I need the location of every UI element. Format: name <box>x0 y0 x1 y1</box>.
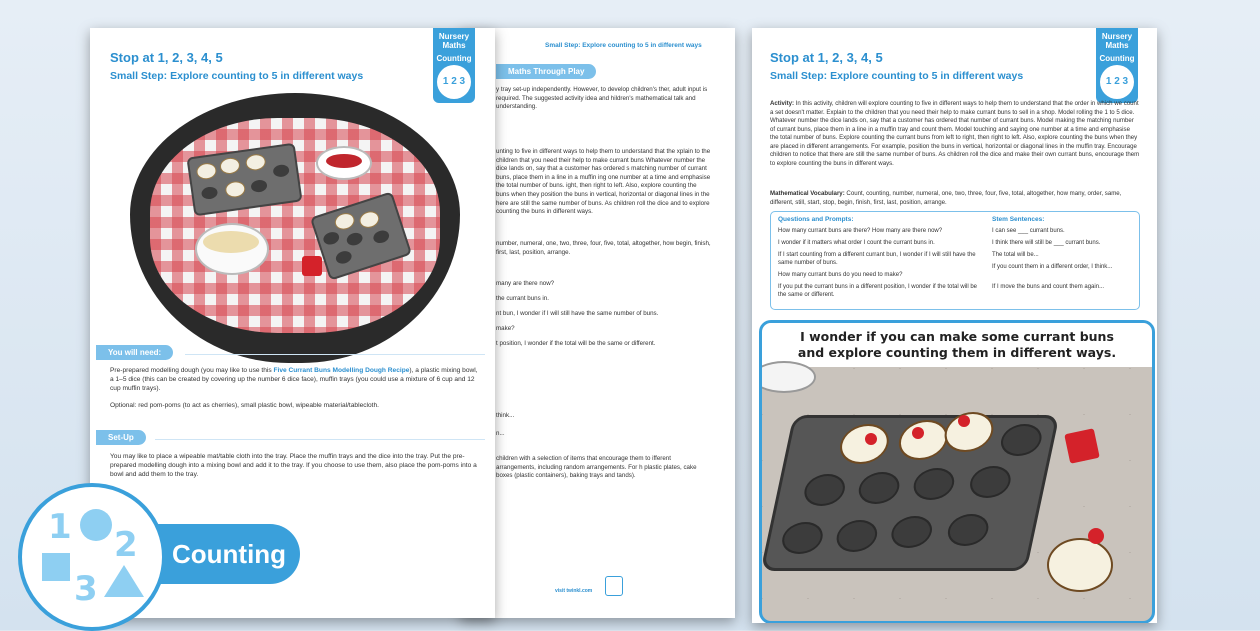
muffin-cup-icon <box>967 466 1014 498</box>
left-title: Stop at 1, 2, 3, 4, 5 <box>110 50 223 65</box>
stem-item: I can see ___ currant buns. <box>992 228 1065 234</box>
muffin-cup-icon <box>945 514 992 546</box>
back-question-1: many are there now? <box>496 280 555 287</box>
bun-icon <box>245 153 267 172</box>
nursery-maths-badge <box>433 28 475 103</box>
number-two-icon: 2 <box>114 525 138 565</box>
stem-item: I think there will still be ___ currant buns. <box>992 240 1101 246</box>
question-item: If I start counting from a different currant bun, I wonder if I will still have the same number of buns. <box>778 252 976 266</box>
scene-caption-line-2: and explore counting them in different ways. <box>797 345 1117 360</box>
muffin-tray-image <box>760 415 1059 571</box>
currant-bun-icon <box>1047 538 1113 592</box>
cup-icon <box>322 230 341 246</box>
activity-label: Activity: <box>770 100 795 107</box>
back-activity-text: unting to five in different ways to help them to understand that the xplain to the children that you need their help to make currant buns Whatever number the dice lands on, say that a customer has ordered s matching number of currant buns, place them in a line in a muffin ing one number at a time and emphasise the total number of buns. ight, then right to left. Also, explore counting the buns when they position the buns in vertical, horizontal or diagonal lines in the here are still the same number of buns. As children roll the dice and to explore counting the buns in different ways. <box>496 148 711 216</box>
activity-body: In this activity, children will explore counting to five in different ways to help them to understand that the order in which we count a set doesn't matter. Explain to the children that you need their help to make currant buns to sell in a shop. Model rolling the 1 to 5 dice. Whatever number the dice lands on, say that a customer has ordered that number of currant buns. Model making the matching number of currant buns, place them in a line in a muffin tray and count them. Model touching and saying one number at a time and emphasise the total number of buns. Explore counting the currant buns from left to right, then right to left. Also, explore counting the buns when they are placed in different arrangements. For example, position the buns in vertical, horizontal or diagonal lines in the muffin tray. Encourage children to notice that there are still the same number of buns. As children roll the dice and make their own currant buns, encourage them to explore counting the buns in different ways. <box>770 100 1140 167</box>
right-sheet <box>752 28 1157 623</box>
back-question-5: t position, I wonder if the total will be the same or different. <box>496 340 656 347</box>
bun-icon <box>195 162 217 181</box>
muffin-cup-icon <box>856 472 903 504</box>
optional-text: Optional: red pom-poms (to act as cherries), small plastic bowl, wipeable material/tablecloth. <box>110 402 379 409</box>
maths-through-play-label: Maths Through Play <box>496 64 596 79</box>
muffin-cup-icon <box>911 468 958 500</box>
muffin-cup-icon <box>833 520 880 552</box>
cup-icon <box>250 179 268 193</box>
scene-caption-line-1: I wonder if you can make some currant buns <box>800 329 1114 344</box>
back-intro-text: y tray set-up independently. However, to develop children's ther, adult input is required. The suggested activity idea and hildren's mathematical talk and understanding. <box>496 86 708 111</box>
bun-icon <box>357 209 381 230</box>
twinkl-logo-icon <box>605 576 623 596</box>
cherry-bowl <box>316 146 372 180</box>
back-sheet <box>460 28 735 618</box>
back-question-3: nt bun, I wonder if I will still have the same number of buns. <box>496 310 659 317</box>
scene-caption <box>762 323 1152 367</box>
cup-icon <box>334 249 353 265</box>
badge-label: Counting <box>436 54 472 63</box>
cup-icon <box>201 186 219 200</box>
badge-title: Nursery Maths <box>1101 32 1133 50</box>
counting-label: Counting <box>172 539 287 569</box>
back-footer-url: visit twinkl.com <box>555 588 593 594</box>
back-extension-text: children with a selection of items that encourage them to ifferent arrangements, including random arrangements. For h plastic plates, cake boxes (plastic containers), baking trays and tands). <box>496 455 697 480</box>
back-vocab-text: number, numeral, one, two, three, four, five, total, altogether, how begin, finish, first, last, position, arrange. <box>496 240 711 256</box>
stem-item: If you count them in a different order, I think... <box>992 264 1113 270</box>
stem-item: If I move the buns and count them again... <box>992 284 1105 290</box>
number-one-icon: 1 <box>48 507 72 547</box>
cup-icon <box>345 231 364 247</box>
dough-recipe-link[interactable]: Five Currant Buns Modelling Dough Recipe <box>273 367 410 374</box>
numbers-icon: 1 2 3 <box>437 65 471 99</box>
set-up-text: You may like to place a wipeable mat/table cloth into the tray. Place the muffin trays and the dice into the tray. Put the pre-prepared modelling dough into a mixing bowl and add it to the tray. If you choose to use them, also place the pom-poms into a bowl and add them to the tray. <box>110 453 477 479</box>
vocabulary-text <box>770 190 1140 207</box>
back-stem-2: n... <box>496 430 505 437</box>
activity-text <box>770 100 1140 168</box>
plate-image <box>759 361 816 393</box>
back-question-4: make? <box>496 325 515 332</box>
stem-item: The total will be... <box>992 252 1039 258</box>
nursery-maths-badge <box>1096 28 1138 103</box>
you-will-need-text-2: ), a plastic mixing bowl, a 1–5 dice (this can be created by covering up the number 6 dice face), muffin trays (you could use a mixture of 6 cup and 12 cup muffin trays). <box>110 367 478 393</box>
set-up-label: Set-Up <box>96 430 146 445</box>
muffin-cup-icon <box>801 474 848 506</box>
bun-icon <box>333 211 357 232</box>
muffin-cup-icon <box>888 516 935 548</box>
currant-buns-scene <box>759 320 1155 623</box>
bun-icon <box>219 157 241 176</box>
dice-icon <box>302 256 322 276</box>
question-item: I wonder if it matters what order I count the currant buns in. <box>778 240 935 246</box>
badge-title: Nursery Maths <box>438 32 470 50</box>
badge-label: Counting <box>1099 54 1135 63</box>
cherry-icon <box>958 415 970 427</box>
cherries-icon <box>326 154 362 168</box>
divider <box>155 439 485 440</box>
vocabulary-body: Count, counting, number, numeral, one, two, three, four, five, total, altogether, how many, order, same, different, still, start, stop, begin, finish, first, last, position, arrange. <box>770 190 1122 206</box>
back-stem-1: think... <box>496 412 515 419</box>
stems-heading: Stem Sentences: <box>992 216 1045 223</box>
muffin-cup-icon <box>998 424 1045 456</box>
cup-icon <box>272 164 290 178</box>
bun-icon <box>224 180 246 199</box>
dough-icon <box>203 231 259 253</box>
you-will-need-text <box>110 366 482 394</box>
question-item: If you put the currant buns in a different position, I wonder if the total will be the same or different. <box>778 284 978 298</box>
cherry-icon <box>865 433 877 445</box>
dice-icon <box>1064 428 1100 464</box>
cup-icon <box>372 229 391 245</box>
question-item: How many currant buns do you need to make? <box>778 272 903 278</box>
questions-heading: Questions and Prompts: <box>778 216 854 223</box>
back-question-2: the currant buns in. <box>496 295 549 302</box>
divider <box>185 354 485 355</box>
triangle-shape-icon <box>104 565 144 597</box>
currant-bun-icon <box>836 424 893 464</box>
right-title: Stop at 1, 2, 3, 4, 5 <box>770 50 883 65</box>
counting-logo <box>18 483 166 631</box>
muffin-cup-icon <box>779 522 826 554</box>
cherry-icon <box>1088 528 1104 544</box>
question-item: How many currant buns are there? How many are there now? <box>778 228 943 234</box>
you-will-need-text-1: Pre-prepared modelling dough (you may like to use this <box>110 367 272 374</box>
right-subtitle: Small Step: Explore counting to 5 in different ways <box>770 70 1024 82</box>
dough-bowl <box>195 223 269 275</box>
vocabulary-label: Mathematical Vocabulary: <box>770 190 845 197</box>
circle-shape-icon <box>80 509 112 541</box>
number-three-icon: 3 <box>74 569 98 609</box>
currant-bun-icon <box>895 420 952 460</box>
cherry-icon <box>912 427 924 439</box>
square-shape-icon <box>42 553 70 581</box>
you-will-need-label: You will need: <box>96 345 173 360</box>
numbers-icon: 1 2 3 <box>1100 65 1134 99</box>
left-subtitle: Small Step: Explore counting to 5 in different ways <box>110 70 364 82</box>
back-sheet-header: Small Step: Explore counting to 5 in different ways <box>545 42 702 49</box>
